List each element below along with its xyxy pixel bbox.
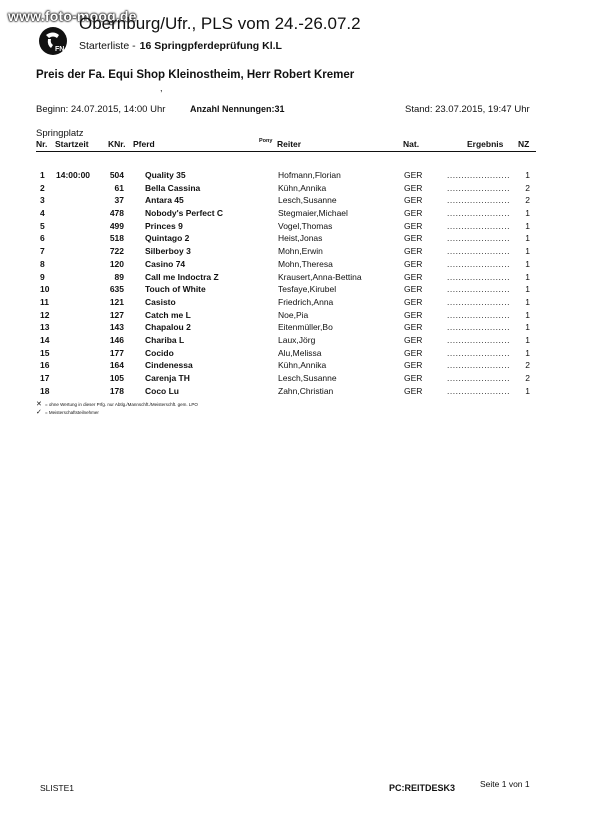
- table-row: [0, 195, 596, 208]
- status-timestamp: Stand: 23.07.2015, 19:47 Uhr: [405, 104, 530, 115]
- cell-erg: ......................: [447, 284, 510, 295]
- footer-report-id: SLISTE1: [40, 783, 75, 793]
- footer-page-number: Seite 1 von 1: [480, 779, 530, 789]
- cell-pferd: Quality 35: [145, 170, 186, 180]
- cell-pferd: Quintago 2: [145, 233, 190, 244]
- cell-nz: 1: [525, 246, 530, 257]
- cell-nr: 8: [40, 258, 45, 269]
- cell-knr: 164: [109, 360, 124, 371]
- cell-reiter: Tesfaye,Kirubel: [278, 284, 337, 295]
- cell-pferd: Chapalou 2: [145, 322, 191, 333]
- cell-nr: 6: [40, 233, 45, 244]
- footer-pc-name: PC:REITDESK3: [389, 783, 456, 793]
- cell-knr: 37: [114, 195, 124, 206]
- col-header-nz: NZ: [518, 139, 530, 149]
- cell-nr: 11: [40, 296, 49, 307]
- cell-nat: GER: [404, 385, 423, 396]
- cell-nat: GER: [404, 246, 423, 257]
- cell-erg: ......................: [447, 385, 510, 396]
- col-header-pony: Pony: [259, 138, 273, 144]
- cell-nz: 1: [525, 385, 530, 396]
- cell-nr: 14: [40, 334, 50, 345]
- cell-pferd: Cocido: [145, 347, 174, 358]
- cell-nr: 9: [40, 271, 45, 282]
- cell-erg: ......................: [447, 220, 510, 231]
- cell-pferd: Call me Indoctra Z: [145, 271, 219, 282]
- cell-nz: 2: [525, 360, 530, 371]
- cell-nz: 1: [525, 284, 530, 295]
- page-title: Obernburg/Ufr., PLS vom 24.-26.07.2: [79, 14, 361, 33]
- cell-nat: GER: [404, 271, 423, 282]
- cell-reiter: Vogel,Thomas: [278, 220, 333, 231]
- fn-horse-logo-icon: [38, 26, 68, 56]
- col-header-startzeit: Startzeit: [55, 139, 89, 149]
- table-row: [0, 246, 596, 259]
- cell-erg: ......................: [447, 373, 510, 383]
- page-subtitle: [79, 40, 282, 52]
- cell-nat: GER: [404, 322, 423, 333]
- cell-knr: 105: [109, 373, 124, 383]
- cell-reiter: Zahn,Christian: [278, 385, 334, 396]
- cell-reiter: Eitenmüller,Bo: [278, 322, 333, 333]
- cell-nat: GER: [404, 334, 423, 345]
- cell-nr: 15: [40, 347, 50, 358]
- cell-nat: GER: [404, 195, 423, 206]
- cell-knr: 178: [109, 385, 124, 396]
- cell-reiter: Mohn,Theresa: [278, 258, 333, 269]
- col-header-nr: Nr.: [36, 139, 48, 149]
- cell-nr: 12: [40, 309, 50, 320]
- logo-text: FN: [55, 46, 65, 53]
- cell-nat: GER: [404, 258, 423, 269]
- cell-pferd: Bella Cassina: [145, 182, 201, 193]
- cell-nr: 3: [40, 195, 45, 206]
- legend-text: = Meisterschaftsteilnehmer: [45, 410, 99, 415]
- cell-nz: 1: [525, 334, 530, 345]
- cell-erg: ......................: [447, 258, 510, 269]
- watermark: www.foto-moog.de: [8, 8, 137, 24]
- cell-pferd: Carenja TH: [145, 373, 190, 383]
- cell-reiter: Lesch,Susanne: [278, 373, 337, 383]
- cell-nat: GER: [404, 347, 423, 358]
- cell-reiter: Stegmaier,Michael: [278, 208, 348, 219]
- cell-nr: 13: [40, 322, 50, 333]
- cell-nr: 16: [40, 360, 50, 371]
- cell-nz: 1: [525, 296, 530, 307]
- cell-knr: 121: [109, 296, 124, 307]
- cell-reiter: Heist,Jonas: [278, 233, 323, 244]
- cell-erg: ......................: [447, 271, 510, 282]
- cell-nr: 18: [40, 385, 50, 396]
- cell-erg: ......................: [447, 170, 510, 180]
- cell-knr: 504: [109, 170, 124, 180]
- cell-knr: 120: [109, 258, 124, 269]
- cell-pferd: Cindenessa: [145, 360, 193, 371]
- cell-nz: 1: [525, 322, 530, 333]
- col-header-nat: Nat.: [403, 139, 420, 149]
- cell-nat: GER: [404, 182, 423, 193]
- legend-text: = ohne Wertung in dieser Prfg. nur Abtlg./Mannschft./Meisterschft. gem. LPO: [45, 402, 198, 407]
- cell-pferd: Chariba L: [145, 334, 185, 345]
- cell-knr: 146: [109, 334, 124, 345]
- cell-reiter: Mohn,Erwin: [278, 246, 323, 257]
- cell-erg: ......................: [447, 334, 510, 345]
- cell-nr: 7: [40, 246, 45, 257]
- cell-erg: ......................: [447, 182, 510, 193]
- table-row: [0, 360, 596, 373]
- cell-pferd: Princes 9: [145, 220, 183, 231]
- table-row: [0, 233, 596, 246]
- cell-nz: 1: [525, 220, 530, 231]
- table-row: [0, 335, 596, 348]
- cell-reiter: Friedrich,Anna: [278, 296, 334, 307]
- cell-knr: 478: [109, 208, 124, 219]
- tick-mark: ,: [160, 83, 163, 93]
- cell-reiter: Lesch,Susanne: [278, 195, 337, 206]
- cell-knr: 89: [114, 271, 124, 282]
- cell-reiter: Hofmann,Florian: [278, 170, 341, 180]
- cell-nat: GER: [404, 233, 423, 244]
- cell-knr: 518: [109, 233, 124, 244]
- cell-nz: 1: [525, 258, 530, 269]
- cell-nr: 1: [40, 170, 45, 180]
- table-row: [0, 284, 596, 297]
- cross-icon: ✕: [36, 401, 42, 408]
- cell-erg: ......................: [447, 233, 510, 244]
- starter-table: [0, 170, 596, 398]
- col-header-knr: KNr.: [108, 139, 126, 149]
- table-row: [0, 310, 596, 323]
- cell-reiter: Alu,Melissa: [278, 347, 322, 358]
- cell-erg: ......................: [447, 347, 510, 358]
- table-row: [0, 208, 596, 221]
- cell-nat: GER: [404, 284, 423, 295]
- subtitle-event: 16 Springpferdeprüfung Kl.L: [139, 40, 282, 52]
- cell-nr: 2: [40, 182, 45, 193]
- cell-nz: 2: [525, 373, 530, 383]
- cell-time: 14:00:00: [56, 170, 91, 180]
- cell-erg: ......................: [447, 208, 510, 219]
- cell-nat: GER: [404, 373, 423, 383]
- table-row: [0, 373, 596, 386]
- cell-erg: ......................: [447, 322, 510, 333]
- begin-time: Beginn: 24.07.2015, 14:00 Uhr: [36, 104, 166, 115]
- table-row: [0, 297, 596, 310]
- table-row: [0, 348, 596, 361]
- cell-nz: 1: [525, 271, 530, 282]
- prize-sponsor: Preis der Fa. Equi Shop Kleinostheim, Herr Robert Kremer: [36, 69, 355, 81]
- arena-name: Springplatz: [36, 128, 84, 139]
- cell-reiter: Kühn,Annika: [278, 360, 327, 371]
- cell-nz: 1: [525, 309, 530, 320]
- cell-reiter: Laux,Jörg: [278, 334, 316, 345]
- cell-nz: 1: [525, 347, 530, 358]
- cell-erg: ......................: [447, 309, 510, 320]
- table-row: [0, 386, 596, 399]
- cell-nr: 5: [40, 220, 45, 231]
- cell-nz: 1: [525, 233, 530, 244]
- cell-nat: GER: [404, 220, 423, 231]
- cell-pferd: Casisto: [145, 296, 176, 307]
- table-row: [0, 259, 596, 272]
- col-header-reiter: Reiter: [277, 139, 302, 149]
- cell-knr: 127: [109, 309, 124, 320]
- cell-pferd: Touch of White: [145, 284, 206, 295]
- col-header-pferd: Pferd: [133, 139, 155, 149]
- cell-nat: GER: [404, 360, 423, 371]
- cell-pferd: Coco Lu: [145, 385, 179, 396]
- cell-knr: 177: [109, 347, 124, 358]
- cell-erg: ......................: [447, 195, 510, 206]
- cell-nz: 1: [525, 208, 530, 219]
- subtitle-prefix: Starterliste -: [79, 40, 136, 52]
- cell-erg: ......................: [447, 296, 510, 307]
- cell-nr: 4: [40, 208, 45, 219]
- cell-knr: 635: [109, 284, 124, 295]
- cell-knr: 722: [109, 246, 124, 257]
- entry-count: Anzahl Nennungen:31: [190, 104, 285, 114]
- cell-nat: GER: [404, 208, 423, 219]
- cell-pferd: Antara 45: [145, 195, 184, 206]
- cell-nz: 2: [525, 195, 530, 206]
- cell-nat: GER: [404, 296, 423, 307]
- cell-knr: 143: [109, 322, 124, 333]
- legend-item: [36, 408, 99, 416]
- cell-reiter: Krausert,Anna-Bettina: [278, 271, 362, 282]
- cell-nat: GER: [404, 309, 423, 320]
- cell-erg: ......................: [447, 360, 510, 371]
- table-row: [0, 170, 596, 183]
- cell-nat: GER: [404, 170, 423, 180]
- cell-erg: ......................: [447, 246, 510, 257]
- cell-pferd: Nobody's Perfect C: [145, 208, 224, 219]
- col-header-ergebnis: Ergebnis: [467, 139, 504, 149]
- table-row: [0, 272, 596, 285]
- cell-nr: 10: [40, 284, 50, 295]
- cell-pferd: Catch me L: [145, 309, 191, 320]
- table-row: [0, 221, 596, 234]
- cell-knr: 61: [114, 182, 124, 193]
- cell-nz: 1: [525, 170, 530, 180]
- header-divider: [36, 151, 536, 152]
- cell-pferd: Casino 74: [145, 258, 186, 269]
- check-icon: ✓: [36, 409, 42, 416]
- legend-item: [36, 400, 198, 408]
- cell-reiter: Noe,Pia: [278, 309, 309, 320]
- cell-reiter: Kühn,Annika: [278, 182, 327, 193]
- table-row: [0, 322, 596, 335]
- cell-nr: 17: [40, 373, 50, 383]
- cell-pferd: Silberboy 3: [145, 246, 191, 257]
- cell-nz: 2: [525, 182, 530, 193]
- cell-knr: 499: [109, 220, 124, 231]
- table-row: [0, 183, 596, 196]
